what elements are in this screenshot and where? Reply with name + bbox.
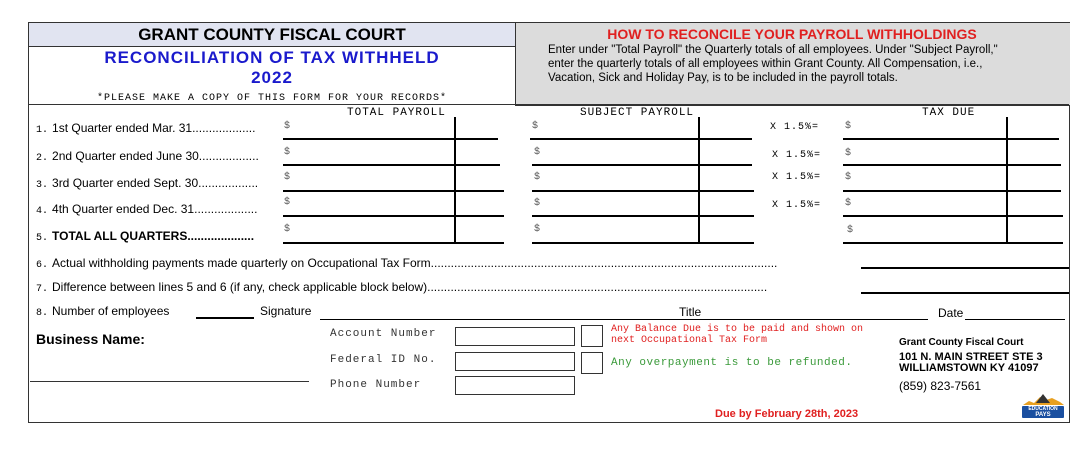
education-pays-logo [1020,391,1066,419]
line-6-label: 6. Actual withholding payments made quarterly on Occupational Tax Form........................................................................................................ [36,256,778,271]
number-of-employees-field[interactable] [196,317,254,319]
address-city: WILLIAMSTOWN KY 41097 [899,362,1039,374]
instructions-title: HOW TO RECONCILE YOUR PAYROLL WITHHOLDINGS [607,26,977,42]
row-5-tax-dollar: $ [847,225,854,236]
row-1-label: 1. 1st Quarter ended Mar. 31................... [36,121,256,136]
row-3-subject-dollar: $ [534,172,541,183]
row-2-subject-payroll-field[interactable] [532,164,752,166]
business-name-field[interactable] [30,381,309,382]
row-5-total-payroll-field[interactable] [283,242,504,244]
row-3-tax-due-field[interactable] [843,190,1061,192]
row-3-tax-dollar: $ [845,172,852,183]
row-4-total-payroll-field[interactable] [283,215,504,217]
row-2-label: 2. 2nd Quarter ended June 30.................. [36,149,259,164]
due-date: Due by February 28th, 2023 [715,408,859,420]
row-1-rate: X 1.5%= [770,122,820,133]
address-street: 101 N. MAIN STREET STE 3 [899,351,1043,363]
logo-text-education: EDUCATION [1028,406,1058,412]
col-tax-due: TAX DUE [922,107,976,119]
row-5-total-dollar: $ [284,224,291,235]
row-4-tax-due-field[interactable] [843,215,1063,217]
row-2-tax-due-field[interactable] [843,164,1061,166]
date-field[interactable] [965,319,1065,320]
row-3-rate: X 1.5%= [772,172,822,183]
row-2-subject-dollar: $ [534,147,541,158]
balance-due-text: Any Balance Due is to be paid and shown on next Occupational Tax Form [611,324,864,346]
row-4-rate: X 1.5%= [772,200,822,211]
title-label: Title [679,305,702,319]
account-number-input[interactable] [455,327,575,346]
line-8-label: 8. Number of employees [36,304,170,319]
row-3-total-payroll-field[interactable] [283,190,504,192]
total-payroll-cents-divider [454,117,456,243]
line-6-amount-field[interactable] [861,267,1069,269]
phone-number-label: Phone Number [330,379,422,391]
tax-due-cents-divider [1006,117,1008,243]
instructions-line-3: Vacation, Sick and Holiday Pay, is to be included in the payroll totals. [548,72,898,84]
row-3-label: 3. 3rd Quarter ended Sept. 30.................. [36,176,259,191]
row-5-subject-payroll-field[interactable] [532,242,754,244]
row-1-tax-due-field[interactable] [843,138,1059,140]
line-7-amount-field[interactable] [861,292,1069,294]
overpayment-checkbox[interactable] [581,352,603,374]
col-subject-payroll: SUBJECT PAYROLL [580,107,695,119]
business-name-label: Business Name: [36,331,145,347]
row-1-total-dollar: $ [284,121,291,132]
federal-id-label: Federal ID No. [330,354,437,366]
signature-label: Signature [260,304,312,318]
instructions-line-1: Enter under "Total Payroll" the Quarterly totals of all employees. Under "Subject Payroll," [548,44,998,56]
row-3-total-dollar: $ [284,172,291,183]
row-1-tax-dollar: $ [845,121,852,132]
row-4-total-dollar: $ [284,197,291,208]
header-divider [29,104,1069,105]
federal-id-input[interactable] [455,352,575,371]
row-3-subject-payroll-field[interactable] [532,190,754,192]
copy-note: *PLEASE MAKE A COPY OF THIS FORM FOR YOUR RECORDS* [96,93,448,104]
title-field[interactable] [705,319,928,320]
address-phone: (859) 823-7561 [899,379,982,393]
instructions-line-2: enter the quarterly totals of all employees within Grant County. All Compensation, i.e., [548,58,983,70]
row-1-subject-dollar: $ [532,121,539,132]
row-5-label: 5. TOTAL ALL QUARTERS.................... [36,229,255,244]
row-1-total-payroll-field[interactable] [283,138,498,140]
row-4-subject-payroll-field[interactable] [532,215,754,217]
form-year: 2022 [251,68,293,87]
address-name: Grant County Fiscal Court [899,337,1024,348]
row-4-subject-dollar: $ [534,198,541,209]
address-block [899,352,1043,374]
signature-field[interactable] [320,319,705,320]
row-4-label: 4. 4th Quarter ended Dec. 31................... [36,202,258,217]
row-5-subject-dollar: $ [534,224,541,235]
phone-number-input[interactable] [455,376,575,395]
line-7-label: 7. Difference between lines 5 and 6 (if any, check applicable block below)...................................................................................................... [36,280,768,295]
form-title: RECONCILIATION OF TAX WITHHELD [104,48,440,67]
date-label: Date [938,306,964,320]
row-1-subject-payroll-field[interactable] [530,138,752,140]
instructions-text [548,43,1058,85]
row-2-tax-dollar: $ [845,148,852,159]
overpayment-text: Any overpayment is to be refunded. [611,357,853,369]
court-title: GRANT COUNTY FISCAL COURT [29,23,515,47]
balance-due-checkbox[interactable] [581,325,603,347]
subject-payroll-cents-divider [698,117,700,243]
row-2-total-dollar: $ [284,147,291,158]
logo-text-pays: PAYS [1035,412,1051,418]
form-title-block [29,48,515,88]
row-5-tax-due-field[interactable] [843,242,1063,244]
row-2-total-payroll-field[interactable] [283,164,500,166]
account-number-label: Account Number [330,328,437,340]
row-4-tax-dollar: $ [845,198,852,209]
col-total-payroll: TOTAL PAYROLL [347,107,446,119]
row-2-rate: X 1.5%= [772,150,822,161]
